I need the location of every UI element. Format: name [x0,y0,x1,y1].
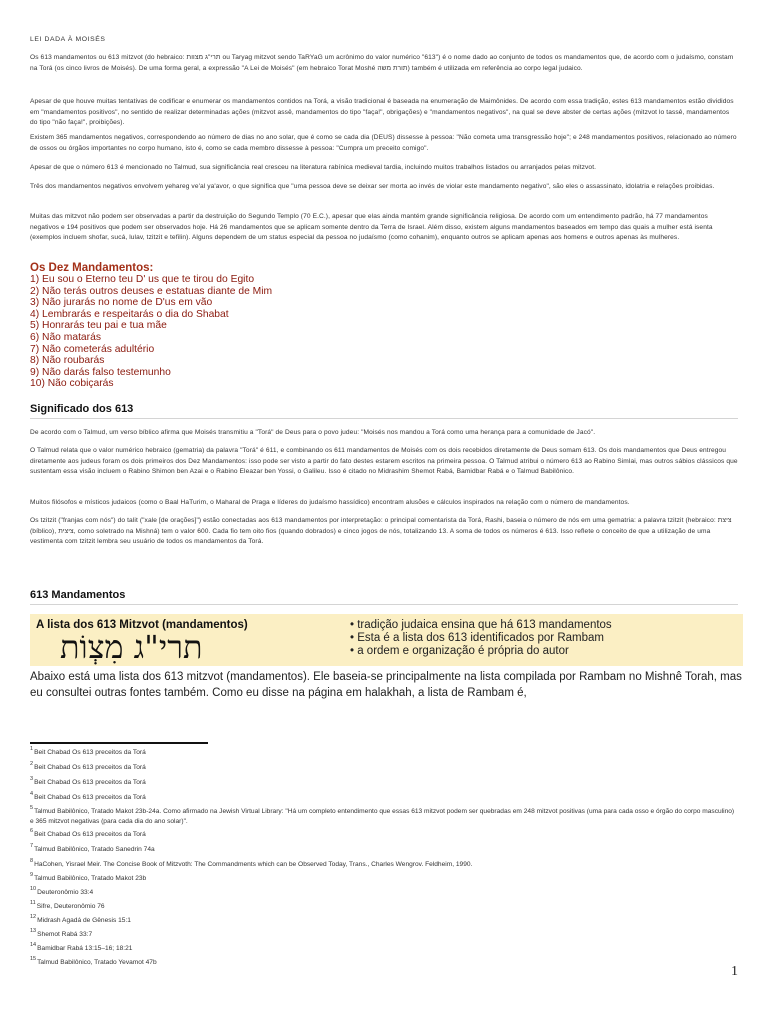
section-title-small: LEI DADA À MOISÉS [30,36,106,43]
paragraph-intro: Os 613 mandamentos ou 613 mitzvot (do hebraico: תרי"ג מצוות ou Taryag mitzvot sendo TaRYaG um acrônimo do valor numérico "613") é o nome dado ao conjunto de todos os mandamentos que, de acordo com o judaísmo, constam na Torá (os cinco livros de Moisés). De uma forma geral, a expressão "A Lei de Moisés" (em hebraico Torat Moshé תורת משה) também é utilizada em referência ao corpo legal judaico. [30,54,734,72]
commandment-item: 2) Não terás outros deuses e estatuas diante de Mim [30,285,273,297]
footnote: $^{12}$Midrash Agadá de Gênesis 15:1 [30,914,131,924]
commandment-item: 5) Honrarás teu pai e tua mãe [30,320,167,332]
footnote: $^2$Beit Chabad Os 613 preceitos da Torá [30,761,146,771]
bullet-item: • tradição judaica ensina que há 613 mandamentos [350,619,612,631]
paragraph-365-248: Existem 365 mandamentos negativos, correspondendo ao número de dias no ano solar, que é como se cada dia (DEUS) dissesse à pessoa: "Não cometa uma transgressão hoje"; e 248 mandamentos positivos, relacionado ao número de ossos ou órgãos importantes no corpo humano, isto é, como se cada membro dissesse à pessoa: "Cumpra um preceito comigo". [30,134,737,152]
footnote: $^1$Beit Chabad Os 613 preceitos da Torá [30,746,146,756]
commandment-item: 8) Não roubarás [30,355,105,367]
box-title: A lista dos 613 Mitzvot (mandamentos) [36,619,248,631]
footnote: $^3$Beit Chabad Os 613 preceitos da Torá [30,776,146,786]
footnote: $^6$Beit Chabad Os 613 preceitos da Torá [30,828,146,838]
footnote: $^7$Talmud Babilônico, Tratado Sanedrin 74a [30,843,155,853]
page-number: 1 [731,964,738,979]
footnote: $^{11}$Sifre, Deuteronômio 76 [30,900,105,910]
commandment-item: 7) Não cometerás adultério [30,343,155,355]
footnote: $^8$HaCohen, Yisrael Meir. The Concise Book of Mitzvoth: The Commandments which can be Observed Today, Trans., Charles Wengrov. Feldheim, 1990. [30,858,473,868]
commandments-title: Os Dez Mandamentos: [30,262,154,274]
footnote: $^9$Talmud Babilônico, Tratado Makot 23b [30,872,147,882]
bullet-item: • Esta é a lista dos 613 identificados por Rambam [350,632,604,644]
section-heading-significado: Significado dos 613 [30,403,134,415]
footnote: $^{14}$Bamidbar Rabá 13:15–16; 18:21 [30,942,133,952]
commandment-item: 6) Não matarás [30,331,101,343]
commandments-list [30,274,272,390]
box-bullet-list [350,619,612,658]
section-heading-613: 613 Mandamentos [30,589,126,601]
footnote: $^{13}$Shemot Rabá 33:7 [30,928,93,938]
commandment-item: 9) Não darás falso testemunho [30,366,171,378]
paragraph-second-temple: Muitas das mitzvot não podem ser observadas a partir da destruição do Segundo Templo (70 E.C.), apesar que elas ainda mantém grande significância religiosa. De acordo com um entendimento padrão, há 77 mandamentos negativos e 194 positivos que podem ser observados hoje. Há 26 mandamentos que se aplicam somente dentro da Terra de Israel. Além disso, existem alguns mandamentos baseados em tempo das quais a mulher está isenta (exemplos incluem shofar, sucá, lulav, tzitzit e tefilin). Alguns dependem de um status especial da pessoa no judaísmo (como cohanim), enquanto outros se aplicam apenas aos homens e outros apenas às mulheres. [30,213,713,241]
paragraph-philosophers: Muitos filósofos e místicos judaicos (como o Baal HaTurim, o Maharal de Praga e líderes do judaísmo hassídico) encontram alusões e cálculos inspirados na relação com o número de mandamentos. [30,499,630,506]
paragraph-yehareg: Três dos mandamentos negativos envolvem yehareg ve'al ya'avor, o que significa que "uma pessoa deve se deixar ser morta ao invés de violar este mandamento negativo", são eles o assassinato, idolatria e relações proibidas. [30,183,715,190]
footnote: $^4$Beit Chabad Os 613 preceitos da Torá [30,791,146,801]
list-intro-paragraph: Abaixo está uma lista dos 613 mitzvot (mandamentos). Ele baseia-se principalmente na lista compilada por Rambam no Mishnê Torah, mas eu consultei outras fontes também. Como eu disse na página em halakhah, a lista de Rambam é, [30,671,742,699]
commandment-item: 4) Lembrarás e respeitarás o dia do Shabat [30,308,229,320]
footnote: $^{15}$Talmud Babilônico, Tratado Yevamot 47b [30,956,157,966]
paragraph-gematria: O Talmud relata que o valor numérico hebraico (gematria) da palavra "Torá" é 611, e combinando os 611 mandamentos de Moisés com os dois recebidos diretamente de Deus somam 613. Os dois mandamentos que Deus entregou diretamente aos judeus foram os dois primeiros dos Dez Mandamentos: isso pode ser visto a partir do fato destes estarem escritos na primeira pessoa. O Talmud atribui o número 613 ao Rabino Simlai, mas outros sábios clássicos que sustentam essa visão incluem o Rabino Shimon ben Azai e o Rabino Eleazar ben Yossi, o Galileu. Isso é citado no Midrashim Shemot Rabá, Bamidbar Rabá e o Talmud Babilônico. [30,447,738,475]
commandment-item: 3) Não jurarás no nome de D'us em vão [30,297,213,309]
mitzvot-info-box [30,614,743,666]
section-divider [30,604,738,605]
commandment-item: 10) Não cobiçarás [30,378,114,390]
paragraph-talmud-verse: De acordo com o Talmud, um verso bíblico afirma que Moisés transmitiu a "Torá" de Deus para o povo judeu: "Moisés nos mandou a Torá como uma herança para a comunidade de Jacó". [30,429,596,436]
footnote: $^{10}$Deuteronômio 33:4 [30,886,94,896]
section-divider [30,418,738,419]
paragraph-tzitzit: Os tzitzit ("franjas com nós") do talit ("xale [de orações]") estão conectadas aos 613 mandamentos por interpretação: o principal comentarista da Torá, Rashi, baseia o número de nós em uma gematria: a palavra tzitzit (hebraico: ציצת (bíblico), ציצית, como soletrado na Mishná) tem o valor 600. Cada fio tem oito fios (quando dobrados) e cinco jogos de nós, totalizando 13. A soma de todos os números é 613. Isso reflete o conceito de que a utilização de uma vestimenta com tzitzit lembra seu usuário de todos os mandamentos da Torá. [30,517,732,545]
paragraph-talmud-mention: Apesar de que o número 613 é mencionado no Talmud, sua significância real cresceu na literatura rabínica medieval tardia, incluindo muitos trabalhos listados ou arranjados pelas mitzvot. [30,164,597,171]
hebrew-title: תרי"ג מִצְוֹת [60,628,203,666]
footnote-divider [30,742,208,744]
bullet-item: • a ordem e organização é própria do autor [350,645,569,657]
footnote: $^5$Talmud Babilônico, Tratado Makot 23b-24a. Como afirmado na Jewish Virtual Library: "Há um completo entendimento que essas 613 mitzvot podem ser quebradas em 248 mitzvot positivas (uma para cada osso e órgão do corpo masculino) e 365 mitzvot negativas (para cada dia do ano solar)". [30,805,735,825]
commandment-item: 1) Eu sou o Eterno teu D' us que te tirou do Egito [30,274,255,285]
paragraph-maimonides: Apesar de que houve muitas tentativas de codificar e enumerar os mandamentos contidos na Torá, a visão tradicional é baseada na enumeração de Maimônides. De acordo com essa tradição, estes 613 mandamentos estão divididos em "mandamentos positivos", no sentido de realizar determinadas ações (mitzvot assê, mandamentos do tipo "faça!", obrigações) e "mandamentos negativos", na qual se deve abster de certas ações (mitzvot lo tassê, mandamentos do tipo "não faça!", proibições). [30,98,734,126]
